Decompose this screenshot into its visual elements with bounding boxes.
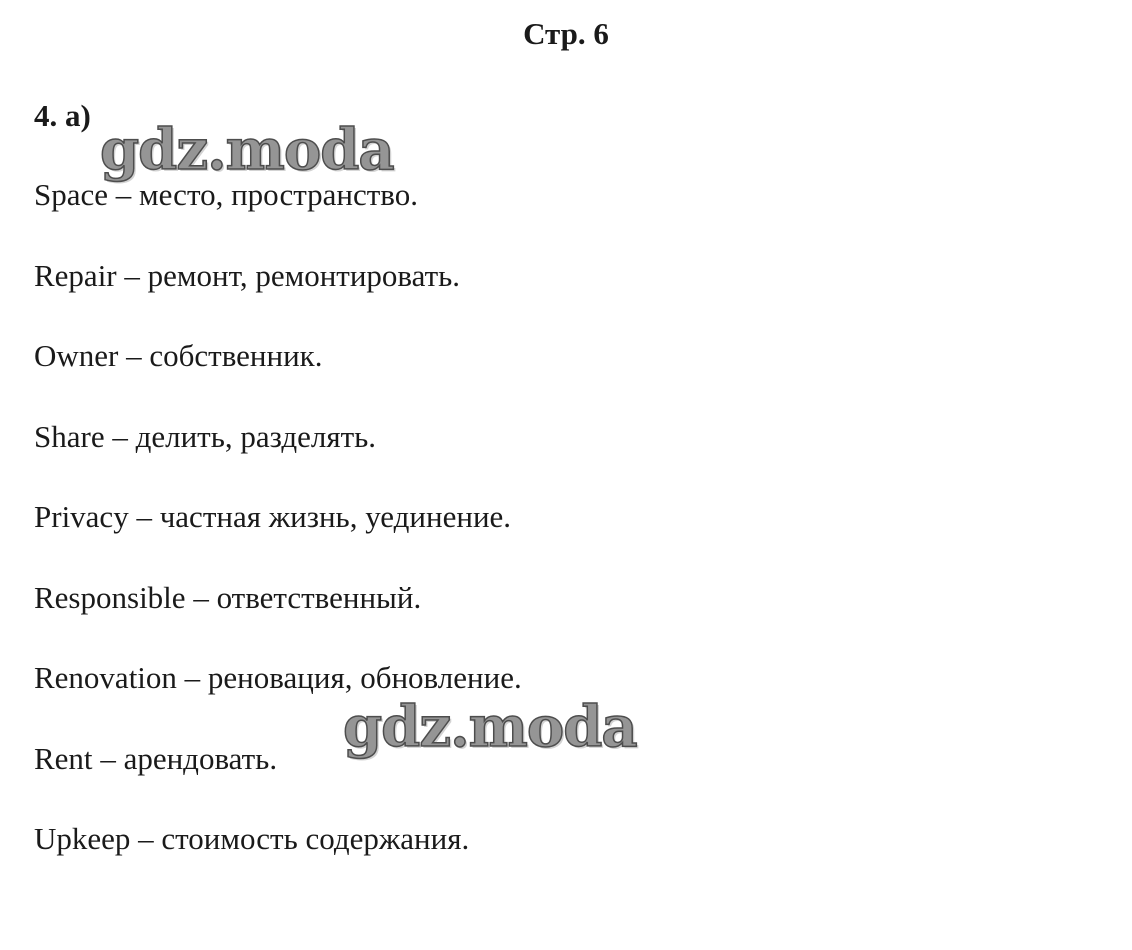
vocab-term: Space	[34, 177, 109, 212]
vocab-separator: –	[104, 418, 136, 454]
page-title: Стр. 6	[523, 16, 609, 51]
vocab-item-responsible	[34, 576, 522, 657]
vocab-separator: –	[92, 740, 124, 776]
vocab-separator: –	[130, 821, 162, 856]
vocab-translation: место, пространство.	[139, 177, 418, 212]
vocab-item-privacy	[34, 495, 522, 576]
vocab-term: Privacy	[34, 499, 129, 534]
vocab-translation: ответственный.	[216, 579, 422, 615]
vocab-separator: –	[176, 660, 208, 695]
vocab-translation: частная жизнь, уединение.	[159, 499, 512, 534]
vocab-item-renovation	[34, 656, 522, 737]
vocab-separator: –	[116, 257, 148, 293]
vocab-term: Repair	[34, 257, 117, 293]
vocab-translation: ремонт, ремонтировать.	[147, 257, 461, 293]
vocab-term: Renovation	[34, 660, 177, 695]
vocab-term: Owner	[34, 338, 119, 373]
vocab-item-share	[34, 415, 522, 496]
vocab-translation: собственник.	[149, 338, 323, 373]
vocab-translation: стоимость содержания.	[161, 821, 470, 856]
vocab-term: Share	[34, 418, 105, 454]
vocab-term: Responsible	[34, 579, 186, 615]
watermark-middle: gdz.moda	[343, 694, 637, 760]
vocab-item-upkeep	[34, 817, 522, 898]
vocab-term: Upkeep	[34, 821, 131, 856]
vocab-item-owner	[34, 334, 522, 415]
vocab-item-repair	[34, 254, 522, 335]
vocab-term: Rent	[34, 740, 93, 776]
vocab-item-rent	[34, 737, 522, 818]
exercise-label: 4. a)	[34, 98, 91, 133]
vocab-separator: –	[108, 177, 140, 212]
vocab-separator: –	[128, 499, 160, 534]
vocab-translation: делить, разделять.	[135, 418, 377, 454]
vocab-translation: арендовать.	[123, 740, 278, 776]
vocab-item-space	[34, 173, 522, 254]
vocabulary-list	[34, 173, 522, 898]
watermark-top: gdz.moda	[100, 117, 394, 183]
vocab-translation: реновация, обновление.	[207, 660, 522, 695]
vocab-separator: –	[185, 579, 217, 615]
vocab-separator: –	[118, 338, 150, 373]
